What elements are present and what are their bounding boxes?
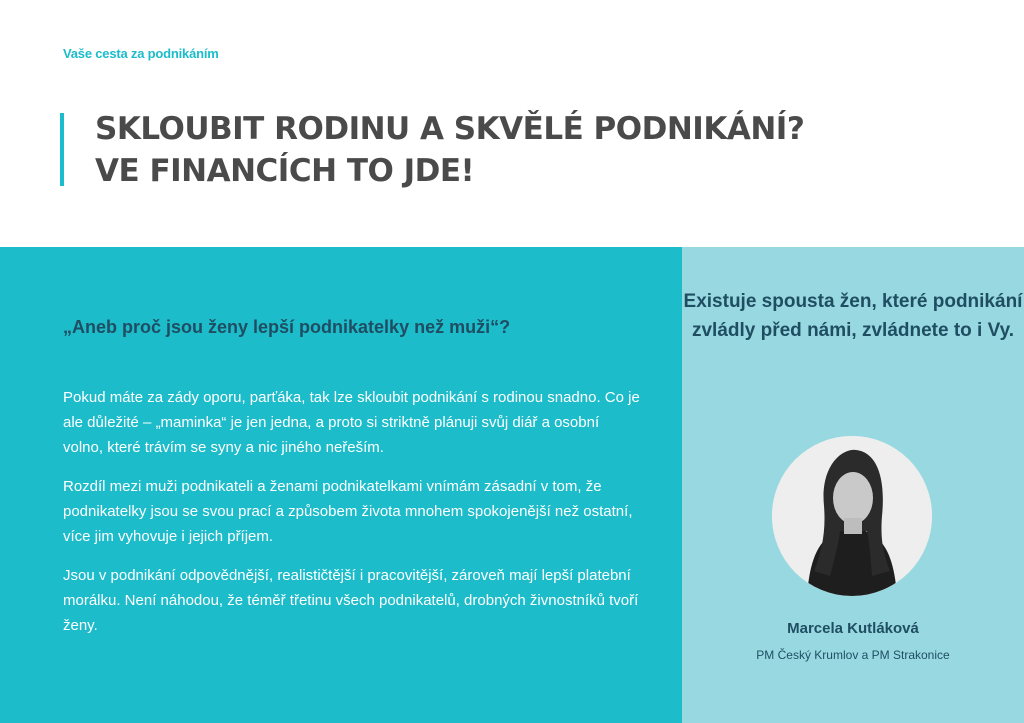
paragraph-3: Jsou v podnikání odpovědnější, realističtější i pracovitější, zároveň mají lepší platební morálku. Není náhodou, že téměř třetinu všech podnikatelů, drobných živnostníků tvoří ženy.	[63, 567, 639, 634]
paragraph-2: Rozdíl mezi muži podnikateli a ženami podnikatelkami vnímám zásadní v tom, že podnikatelky jsou se svou prací a způsobem života mnohem spokojenější než ostatní, více jim vyhovuje i jejich příjem.	[63, 478, 633, 545]
person-name: Marcela Kutláková	[787, 620, 919, 637]
portrait-photo	[772, 436, 932, 596]
title-accent-bar	[60, 113, 64, 186]
quote-heading: „Aneb proč jsou ženy lepší podnikatelky než muži“?	[63, 317, 511, 337]
section-kicker: Vaše cesta za podnikáním	[63, 46, 219, 61]
article-body	[63, 385, 643, 652]
page-title	[95, 108, 804, 192]
page-title-line-1: SKLOUBIT RODINU A SKVĚLÉ PODNIKÁNÍ?	[95, 111, 805, 147]
portrait-image	[772, 436, 932, 596]
main-panel	[0, 247, 682, 723]
person-role: PM Český Krumlov a PM Strakonice	[756, 648, 950, 662]
sidebar-highlight: Existuje spousta žen, které podnikání zvládly před námi, zvládnete to i Vy.	[683, 291, 1023, 341]
page-title-line-2: VE FINANCÍCH TO JDE!	[95, 153, 475, 189]
paragraph-1: Pokud máte za zády oporu, parťáka, tak lze skloubit podnikání s rodinou snadno. Co je ale důležité – „maminka“ je jen jedna, a proto si striktně plánuji svůj diář a osobní volno, které trávím se syny a nic jiného neřeším.	[63, 389, 640, 456]
